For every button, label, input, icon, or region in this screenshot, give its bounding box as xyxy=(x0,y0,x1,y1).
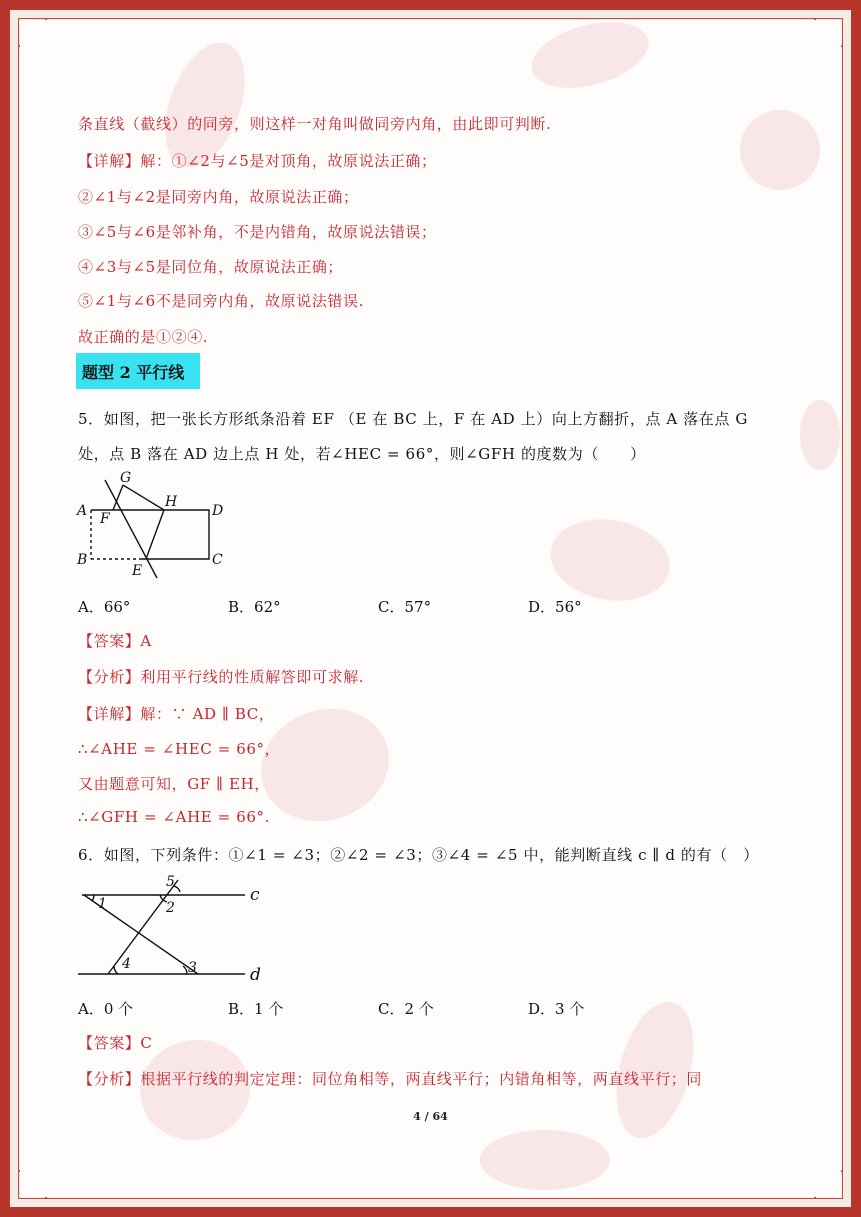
option-a: A．0 个 xyxy=(78,1000,134,1018)
analysis-text: 根据平行线的判定定理：同位角相等，两直线平行；内错角相等，两直线平行；同 xyxy=(140,1070,703,1088)
solution-text: 故正确的是①②④. xyxy=(78,328,209,346)
angle-label-5: 5 xyxy=(166,874,175,890)
section-heading: 题型 2 平行线 xyxy=(76,353,200,389)
document-page xyxy=(20,20,841,1197)
option-c: C．57° xyxy=(378,598,432,616)
analysis-tag: 【分析】 xyxy=(78,668,141,686)
label-C: C xyxy=(212,552,223,568)
petal-decoration xyxy=(524,20,655,100)
detail-tag: 【详解】 xyxy=(78,705,141,723)
option-d: D．3 个 xyxy=(528,1000,585,1018)
answer-value: C xyxy=(140,1034,153,1052)
detail-text: 解：①∠2与∠5是对顶角，故原说法正确； xyxy=(140,152,437,170)
solution-text: ②∠1与∠2是同旁内角，故原说法正确； xyxy=(78,188,359,206)
answer-line xyxy=(78,630,152,651)
petal-decoration xyxy=(480,1130,610,1190)
label-D: D xyxy=(212,503,224,519)
analysis-line xyxy=(78,666,364,687)
detail-text: 解：∵ AD ∥ BC， xyxy=(140,705,275,723)
answer-tag: 【答案】 xyxy=(78,632,141,650)
solution-text: 条直线（截线）的同旁，则这样一对角叫做同旁内角，由此即可判断. xyxy=(78,115,552,133)
option-b: B．1 个 xyxy=(228,1000,284,1018)
solution-text: ⑤∠1与∠6不是同旁内角，故原说法错误. xyxy=(78,292,364,310)
answer-line xyxy=(78,1032,152,1053)
petal-decoration xyxy=(544,510,676,610)
question-6-text: 6．如图，下列条件：①∠1 = ∠3；②∠2 = ∠3；③∠4 = ∠5 中，能判断直线 c ∥ d 的有（ ） xyxy=(78,846,759,864)
label-A: A xyxy=(77,503,88,519)
label-E: E xyxy=(132,563,143,579)
solution-line xyxy=(78,150,437,171)
angle-label-4: 4 xyxy=(122,956,131,972)
line-label-c: c xyxy=(250,885,260,905)
angle-label-2: 2 xyxy=(166,900,175,916)
analysis-tag: 【分析】 xyxy=(78,1070,141,1088)
label-G: G xyxy=(120,470,132,486)
answer-tag: 【答案】 xyxy=(78,1034,141,1052)
solution-text: ④∠3与∠5是同位角，故原说法正确； xyxy=(78,258,344,276)
line-label-d: d xyxy=(250,965,261,983)
analysis-line xyxy=(78,1068,702,1089)
angle-label-3: 3 xyxy=(188,960,197,976)
label-B: B xyxy=(77,552,88,568)
detail-line xyxy=(78,703,274,724)
answer-value: A xyxy=(140,632,152,650)
petal-decoration xyxy=(740,110,820,190)
detail-text: ∴∠AHE = ∠HEC = 66°， xyxy=(78,740,281,758)
question-5-figure xyxy=(70,470,270,588)
analysis-text: 利用平行线的性质解答即可求解. xyxy=(140,668,365,686)
detail-tag: 【详解】 xyxy=(78,152,141,170)
solution-text: ③∠5与∠6是邻补角，不是内错角，故原说法错误； xyxy=(78,223,437,241)
label-F: F xyxy=(100,511,110,527)
detail-text: 又由题意可知，GF ∥ EH， xyxy=(78,775,270,793)
question-5-text: 处，点 B 落在 AD 边上点 H 处，若∠HEC = 66°，则∠GFH 的度数为（ ） xyxy=(78,445,646,463)
detail-text: ∴∠GFH = ∠AHE = 66°. xyxy=(78,808,270,826)
label-H: H xyxy=(165,494,178,510)
option-a: A．66° xyxy=(78,598,131,616)
page-number: 4 / 64 xyxy=(413,1110,448,1123)
option-c: C．2 个 xyxy=(378,1000,434,1018)
petal-decoration xyxy=(800,400,840,470)
question-5-text: 5．如图，把一张长方形纸条沿着 EF （E 在 BC 上，F 在 AD 上）向上方翻折，点 A 落在点 G xyxy=(78,410,748,428)
question-6-figure xyxy=(70,868,280,983)
option-d: D．56° xyxy=(528,598,582,616)
angle-label-1: 1 xyxy=(98,896,107,912)
option-b: B．62° xyxy=(228,598,281,616)
